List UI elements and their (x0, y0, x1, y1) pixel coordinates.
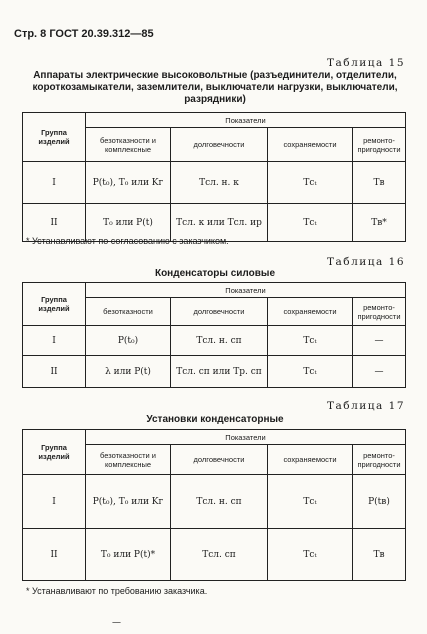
table-row (23, 529, 406, 581)
group-cell: I (23, 475, 86, 529)
page-header: Стр. 8 ГОСТ 20.39.312—85 (14, 28, 154, 40)
column-header: безотказности и комплексные (86, 445, 171, 475)
column-header: долговечности (171, 445, 268, 475)
indicators-header: Показатели (86, 430, 406, 445)
column-header: безотказности и комплексные (86, 128, 171, 162)
table-cell: Tсₜ (268, 356, 353, 388)
table-cell: P(t₀), T₀ или Kг (86, 475, 171, 529)
group-cell: II (23, 529, 86, 581)
table-cell: — (353, 356, 406, 388)
table-row (23, 326, 406, 356)
table17-label: Таблица 17 (327, 400, 405, 412)
table-cell: Tсл. н. к (171, 162, 268, 204)
group-cell: I (23, 326, 86, 356)
table-cell: T₀ или P(t)* (86, 529, 171, 581)
column-header: сохраняемости (268, 128, 353, 162)
table-cell: Tсл. н. сп (171, 475, 268, 529)
group-header: Группа изделий (23, 430, 86, 475)
indicators-header: Показатели (86, 113, 406, 128)
group-cell: II (23, 204, 86, 242)
column-header: ремонто-пригодности (353, 298, 406, 326)
table15-title: Аппараты электрические высоковольтные (разъединители, отделители, короткозамыкатели, заземлители, выключатели нагрузки, выключатели, разрядники) (32, 70, 398, 105)
table-cell: Tсл. н. сп (171, 326, 268, 356)
column-header: сохраняемости (268, 298, 353, 326)
table-cell: P(tв) (353, 475, 406, 529)
table-cell: Tв (353, 529, 406, 581)
page-bottom-mark: — (112, 618, 121, 628)
table-row (23, 356, 406, 388)
table-cell: Tсл. сп (171, 529, 268, 581)
table-cell: Tсₜ (268, 162, 353, 204)
table-cell: Tв (353, 162, 406, 204)
column-header: долговечности (171, 128, 268, 162)
table-cell: Tсₜ (268, 204, 353, 242)
table-cell: λ или P(t) (86, 356, 171, 388)
group-cell: II (23, 356, 86, 388)
column-header: сохраняемости (268, 445, 353, 475)
table-row (23, 162, 406, 204)
table-row (23, 475, 406, 529)
table-cell: P(t₀), T₀ или Kг (86, 162, 171, 204)
table16-label: Таблица 16 (327, 256, 405, 268)
group-cell: I (23, 162, 86, 204)
column-header: безотказности (86, 298, 171, 326)
table15-label: Таблица 15 (327, 57, 405, 69)
table-cell: — (353, 326, 406, 356)
table-cell: Tсₜ (268, 475, 353, 529)
group-header: Группа изделий (23, 113, 86, 162)
table-cell: Tсₜ (268, 326, 353, 356)
column-header: долговечности (171, 298, 268, 326)
table17 (22, 429, 406, 581)
table-cell: Tсₜ (268, 529, 353, 581)
table17-footnote: * Устанавливают по требованию заказчика. (26, 586, 208, 596)
table-cell: Tв* (353, 204, 406, 242)
indicators-header: Показатели (86, 283, 406, 298)
group-header: Группа изделий (23, 283, 86, 326)
table-cell: Tсл. к или Tсл. ир (171, 204, 268, 242)
column-header: ремонто-пригодности (353, 128, 406, 162)
table15 (22, 112, 406, 242)
table-cell: T₀ или P(t) (86, 204, 171, 242)
table15-footnote: * Устанавливают по согласованию с заказчиком. (26, 236, 229, 246)
table17-title: Установки конденсаторные (146, 414, 284, 425)
column-header: ремонто-пригодности (353, 445, 406, 475)
table16 (22, 282, 406, 388)
table-cell: Tсл. сп или Tр. сп (171, 356, 268, 388)
table16-title: Конденсаторы силовые (154, 268, 276, 279)
table-cell: P(t₀) (86, 326, 171, 356)
